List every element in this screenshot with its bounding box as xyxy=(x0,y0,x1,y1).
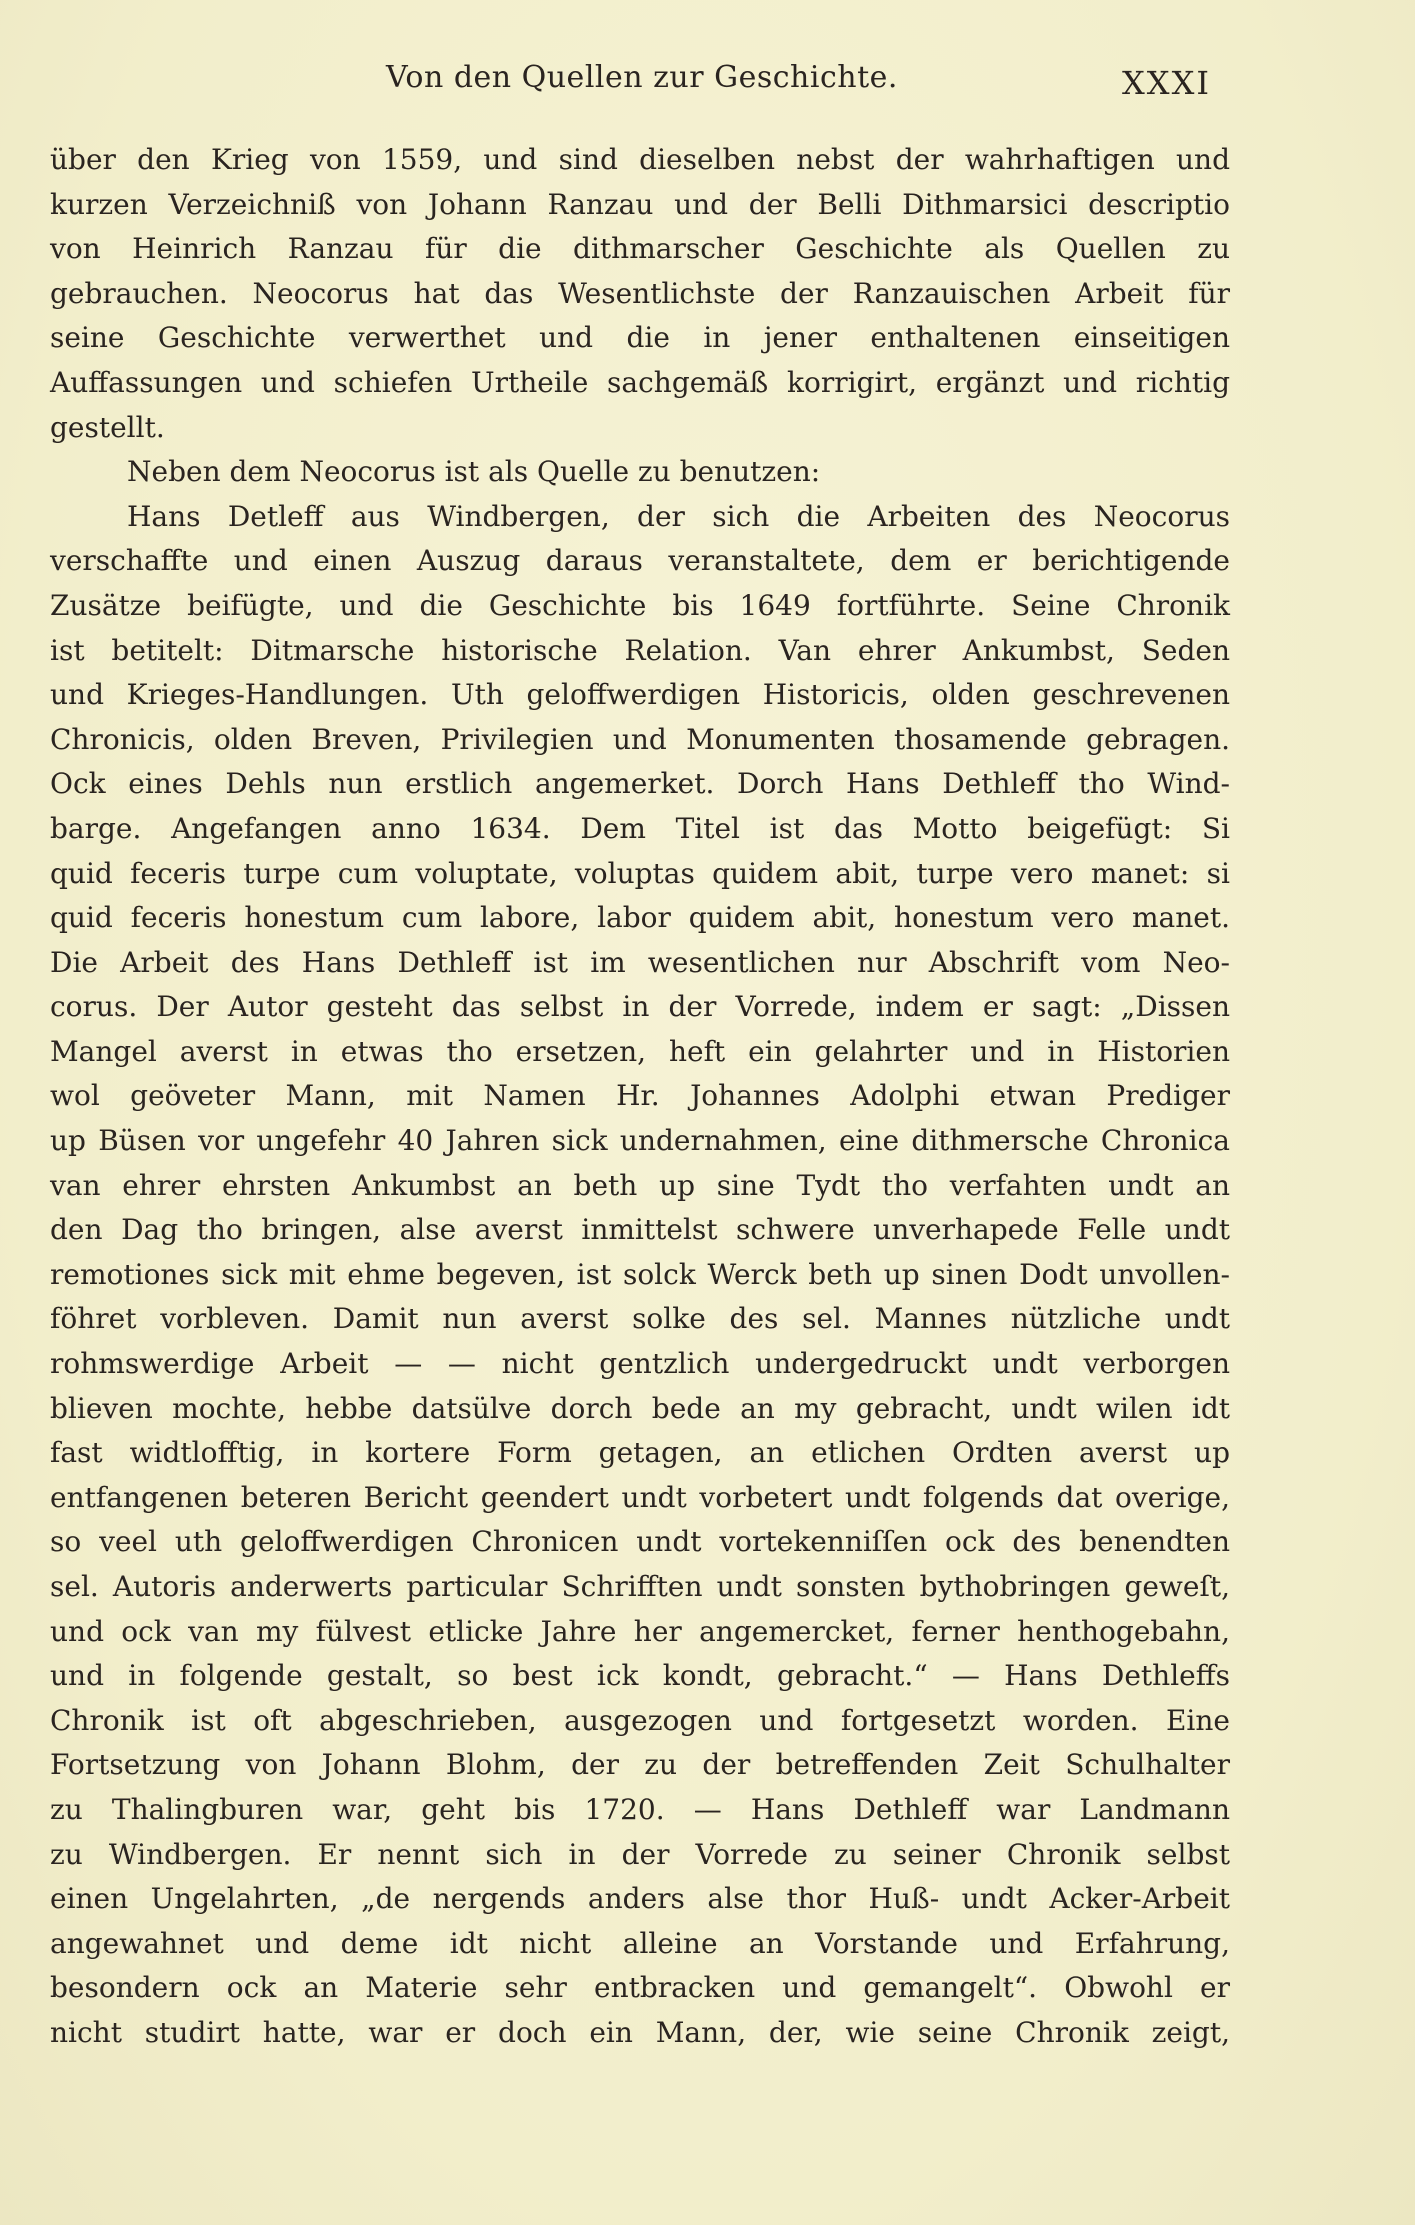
text-line: Zusätze beifügte, und die Geschichte bis 1649 fortführte. Seine Chronik xyxy=(50,588,1230,622)
text-line: Fortsetzung von Johann Blohm, der zu der betreffenden Zeit Schulhalter xyxy=(50,1748,1230,1782)
text-line: Die Arbeit des Hans Dethleff ist im wesentlichen nur Abschrift vom Neo- xyxy=(50,945,1230,979)
text-line: kurzen Verzeichniß von Johann Ranzau und der Belli Dithmarsici descriptio xyxy=(50,187,1230,221)
text-line: blieven mochte, hebbe datsülve dorch bede an my gebracht, undt wilen idt xyxy=(50,1391,1230,1425)
running-title: Von den Quellen zur Geschichte. xyxy=(386,60,898,95)
text-line: van ehrer ehrsten Ankumbst an beth up sine Tydt tho verfahten undt an xyxy=(50,1168,1230,1202)
text-line: entfangenen beteren Bericht geendert undt vorbetert undt folgends dat overige, xyxy=(50,1480,1230,1514)
running-head xyxy=(0,60,1415,100)
text-line: gebrauchen. Neocorus hat das Wesentlichste der Ranzauischen Arbeit für xyxy=(50,276,1230,310)
text-line: besondern ock an Materie sehr entbracken und gemangelt“. Obwohl er xyxy=(50,1971,1230,2005)
text-line: Ock eines Dehls nun erstlich angemerket. Dorch Hans Dethleff tho Wind- xyxy=(50,767,1230,801)
text-line: so veel uth geloffwerdigen Chronicen undt vortekenniſſen ock des benendten xyxy=(50,1525,1230,1559)
text-line: remotiones sick mit ehme begeven, ist solck Werck beth up sinen Dodt unvollen- xyxy=(50,1257,1230,1291)
text-line: Chronicis, olden Breven, Privilegien und Monumenten thosamende gebragen. xyxy=(50,722,1230,756)
body-text xyxy=(50,138,1230,2056)
text-line: von Heinrich Ranzau für die dithmarscher Geschichte als Quellen zu xyxy=(50,232,1230,266)
text-line: seine Geschichte verwerthet und die in jener enthaltenen einseitigen xyxy=(50,321,1230,355)
text-line: verschaffte und einen Auszug daraus veranstaltete, dem er berichtigende xyxy=(50,544,1230,578)
page-number: XXXI xyxy=(1122,64,1211,102)
paragraph-start: Neben dem Neocorus ist als Quelle zu benutzen: xyxy=(127,455,821,489)
text-line: über den Krieg von 1559, und sind dieselben nebst der wahrhaftigen und xyxy=(50,143,1230,176)
paragraph-start: Hans Detleff aus Windbergen, der sich die Arbeiten des Neocorus xyxy=(127,499,1230,533)
text-line: corus. Der Autor gesteht das selbst in der Vorrede, indem er sagt: „Dissen xyxy=(50,990,1230,1024)
text-line: den Dag tho bringen, alse averst inmittelst schwere unverhapede Felle undt xyxy=(50,1213,1230,1247)
text-line: einen Ungelahrten, „de nergends anders alse thor Huß- undt Acker-Arbeit xyxy=(50,1882,1230,1916)
text-line: zu Thalingburen war, geht bis 1720. — Hans Dethleff war Landmann xyxy=(50,1792,1230,1826)
text-line: barge. Angefangen anno 1634. Dem Titel ist das Motto beigefügt: Si xyxy=(50,811,1230,845)
text-line: und ock van my fülvest etlicke Jahre her angemercket, ferner henthogebahn, xyxy=(50,1614,1230,1648)
text-line: und Krieges-Handlungen. Uth geloffwerdigen Historicis, olden geschrevenen xyxy=(50,678,1230,712)
text-line: sel. Autoris anderwerts particular Schrifften undt sonsten bythobringen geweſt, xyxy=(50,1570,1230,1603)
text-line: up Büsen vor ungefehr 40 Jahren sick undernahmen, eine dithmersche Chronica xyxy=(50,1124,1230,1158)
text-line: wol geöveter Mann, mit Namen Hr. Johannes Adolphi etwan Prediger xyxy=(50,1079,1230,1113)
text-line: nicht studirt hatte, war er doch ein Mann, der, wie seine Chronik zeigt, xyxy=(50,2015,1230,2049)
text-line: und in folgende gestalt, so best ick kondt, gebracht.“ — Hans Dethleffs xyxy=(50,1659,1230,1693)
text-line: Chronik ist oft abgeschrieben, ausgezogen und fortgesetzt worden. Eine xyxy=(50,1703,1230,1737)
text-line: angewahnet und deme idt nicht alleine an Vorstande und Erfahrung, xyxy=(50,1926,1230,1960)
text-line: ist betitelt: Ditmarsche historische Relation. Van ehrer Ankumbst, Seden xyxy=(50,633,1230,667)
text-line: gestellt. xyxy=(50,410,165,444)
text-line: rohmswerdige Arbeit — — nicht gentzlich undergedruckt undt verborgen xyxy=(50,1347,1230,1381)
text-line: quid feceris honestum cum labore, labor quidem abit, honestum vero manet. xyxy=(50,901,1230,935)
text-line: Auffassungen und schiefen Urtheile sachgemäß korrigirt, ergänzt und richtig xyxy=(50,365,1230,399)
text-line: Mangel averst in etwas tho ersetzen, heft ein gelahrter und in Historien xyxy=(50,1034,1230,1068)
text-line: zu Windbergen. Er nennt sich in der Vorrede zu seiner Chronik selbst xyxy=(50,1837,1230,1871)
text-line: fast widtlofftig, in kortere Form getagen, an etlichen Ordten averst up xyxy=(50,1436,1230,1470)
text-line: föhret vorbleven. Damit nun averst solke des sel. Mannes nützliche undt xyxy=(50,1302,1230,1336)
text-line: quid feceris turpe cum voluptate, voluptas quidem abit, turpe vero manet: si xyxy=(50,856,1230,890)
